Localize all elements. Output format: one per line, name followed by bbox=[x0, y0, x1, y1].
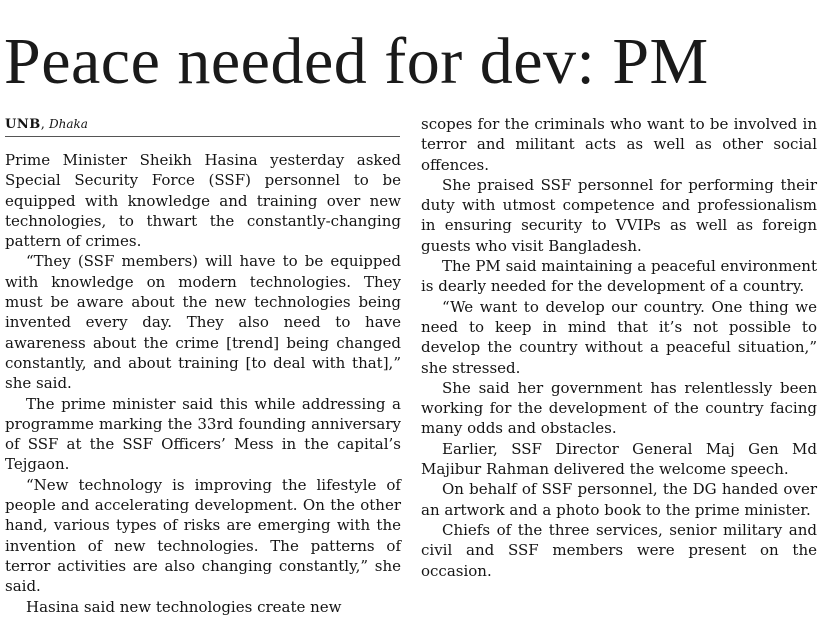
paragraph: Chiefs of the three services, senior military and civil and SSF members were present on the occasion. bbox=[421, 520, 817, 580]
byline-agency: UNB bbox=[5, 117, 41, 132]
paragraph: Earlier, SSF Director General Maj Gen Md Majibur Rahman delivered the welcome speech. bbox=[421, 439, 817, 479]
paragraph: The prime minister said this while addressing a programme marking the 33rd founding anniversary of SSF at the SSF Officers’ Mess in the capital’s Tejgaon. bbox=[5, 394, 401, 474]
byline bbox=[5, 113, 400, 137]
paragraph: She said her government has relentlessly been working for the development of the country facing many odds and obstacles. bbox=[421, 378, 817, 438]
paragraph: “They (SSF members) will have to be equipped with knowledge on modern technologies. They must be aware about the new technologies being invented every day. They also need to have awareness about the crime [trend] being changed constantly, and about training [to deal with that],” she said. bbox=[5, 252, 401, 393]
paragraph: Hasina said new technologies create new bbox=[26, 597, 342, 616]
article-column-left bbox=[5, 150, 401, 617]
paragraph: The PM said maintaining a peaceful environment is dearly needed for the development of a country. bbox=[421, 257, 817, 296]
paragraph: “New technology is improving the lifestyle of people and accelerating development. On the other hand, various types of risks are emerging with the invention of new technologies. The patterns of terror activities are also changing constantly,” she said. bbox=[5, 475, 401, 596]
byline-separator: , bbox=[40, 117, 49, 132]
paragraph: On behalf of SSF personnel, the DG handed over an artwork and a photo book to the prime minister. bbox=[421, 480, 817, 519]
article-column-right bbox=[421, 114, 817, 581]
paragraph: scopes for the criminals who want to be involved in terror and militant acts as well as other social offences. bbox=[421, 115, 817, 174]
byline-place: Dhaka bbox=[48, 117, 88, 131]
paragraph: Prime Minister Sheikh Hasina yesterday asked Special Security Force (SSF) personnel to be equipped with knowledge and training over new technologies, to thwart the constantly-changing pattern of crimes. bbox=[5, 151, 401, 251]
paragraph: “We want to develop our country. One thing we need to keep in mind that it’s not possible to develop the country without a peaceful situation,” she stressed. bbox=[421, 297, 817, 377]
paragraph: She praised SSF personnel for performing their duty with utmost competence and professionalism in ensuring security to VVIPs as well as foreign guests who visit Bangladesh. bbox=[421, 175, 817, 255]
article-headline: Peace needed for dev: PM bbox=[4, 25, 709, 98]
